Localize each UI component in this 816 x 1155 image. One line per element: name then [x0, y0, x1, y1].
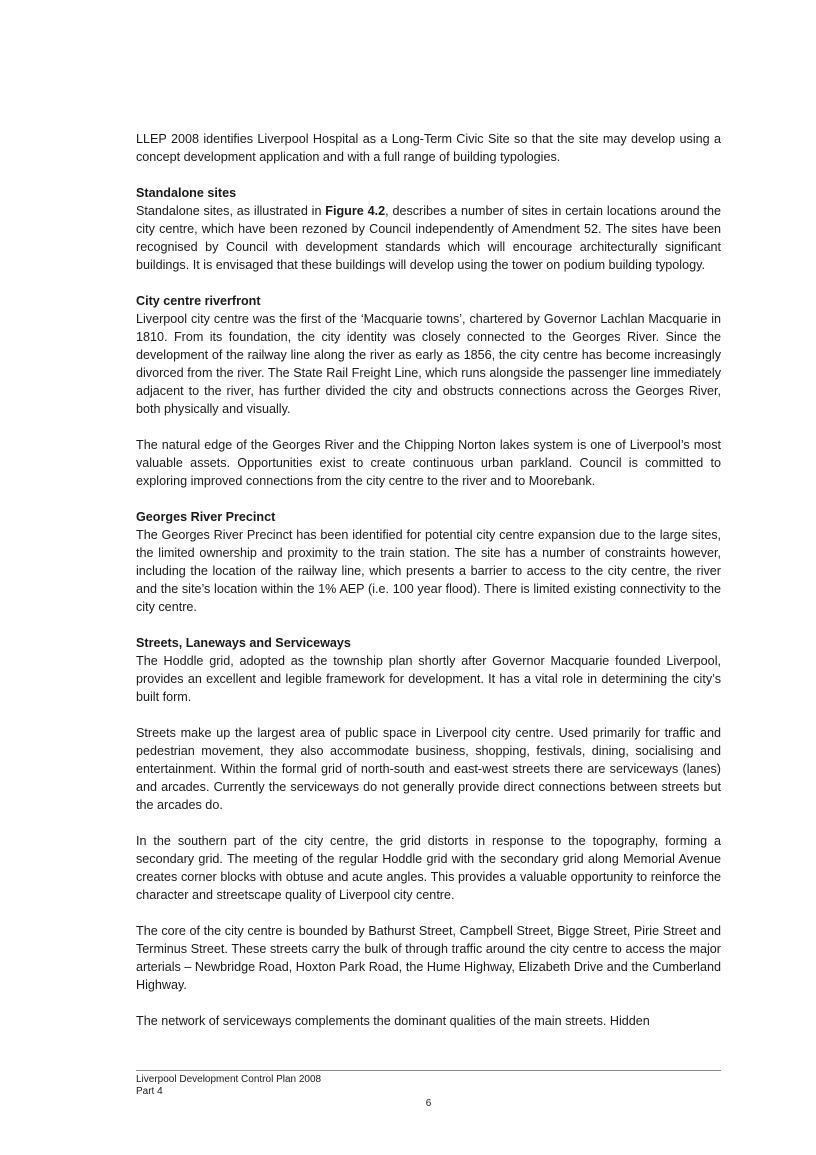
- section-heading: Georges River Precinct: [136, 510, 276, 524]
- section-heading: City centre riverfront: [136, 294, 261, 308]
- section-paragraph: The Hoddle grid, adopted as the township plan shortly after Governor Macquarie founded Liverpool, provides an excellent and legible framework for development. It has a vital role in determining the city’s built form.: [136, 654, 721, 704]
- page-footer: [136, 1074, 721, 1098]
- text-run: Standalone sites, as illustrated in: [136, 204, 326, 218]
- figure-reference: Figure 4.2: [325, 204, 386, 218]
- section-paragraph: The natural edge of the Georges River and the Chipping Norton lakes system is one of Liverpool’s most valuable assets. Opportunities exist to create continuous urban parkland. Council is committed to exploring improved connections from the city centre to the river and to Moorebank.: [136, 438, 721, 488]
- document-body: [136, 130, 721, 1048]
- section-paragraph: The core of the city centre is bounded by Bathurst Street, Campbell Street, Bigge Street, Pirie Street and Terminus Street. These streets carry the bulk of through traffic around the city centre to access the major arterials – Newbridge Road, Hoxton Park Road, the Hume Highway, Elizabeth Drive and the Cumberland Highway.: [136, 924, 721, 992]
- section-heading: Streets, Laneways and Serviceways: [136, 636, 351, 650]
- section-paragraph: Liverpool city centre was the first of the ‘Macquarie towns’, chartered by Governor Lachlan Macquarie in 1810. From its foundation, the city identity was closely connected to the Georges River. Since the development of the railway line along the river as early as 1856, the city centre has become increasingly divorced from the river. The State Rail Freight Line, which runs alongside the passenger line immediately adjacent to the river, has further divided the city and obstructs connections across the Georges River, both physically and visually.: [136, 312, 721, 416]
- intro-paragraph: LLEP 2008 identifies Liverpool Hospital as a Long-Term Civic Site so that the site may develop using a concept development application and with a full range of building typologies.: [136, 132, 721, 164]
- section-paragraph: [136, 202, 721, 274]
- section-paragraph: The Georges River Precinct has been identified for potential city centre expansion due to the large sites, the limited ownership and proximity to the train station. The site has a number of constraints however, including the location of the railway line, which presents a barrier to access to the city centre, the river and the site’s location within the 1% AEP (i.e. 100 year flood). There is limited existing connectivity to the city centre.: [136, 528, 721, 614]
- section-heading: Standalone sites: [136, 186, 237, 200]
- section-standalone-sites: [136, 184, 721, 274]
- footer-part-label: Part 4: [136, 1086, 163, 1097]
- section-streets-laneways: [136, 634, 721, 1030]
- section-georges-river-precinct: [136, 508, 721, 616]
- text-run: , describes a number of sites in certain locations around the city centre, which have been rezoned by Council independently of Amendment 52. The sites have been recognised by Council with development standards which will encourage architecturally significant buildings. It is envisaged that these buildings will develop using the tower on podium building typology.: [136, 204, 721, 272]
- page-number: 6: [425, 1098, 432, 1109]
- section-paragraph: The network of serviceways complements the dominant qualities of the main streets. Hidden: [136, 1014, 650, 1028]
- footer-document-title: Liverpool Development Control Plan 2008: [136, 1074, 322, 1085]
- section-paragraph: Streets make up the largest area of public space in Liverpool city centre. Used primarily for traffic and pedestrian movement, they also accommodate business, shopping, festivals, dining, socialising and entertainment. Within the formal grid of north-south and east-west streets there are serviceways (lanes) and arcades. Currently the serviceways do not generally provide direct connections between streets but the arcades do.: [136, 726, 721, 812]
- section-paragraph: In the southern part of the city centre, the grid distorts in response to the topography, forming a secondary grid. The meeting of the regular Hoddle grid with the secondary grid along Memorial Avenue creates corner blocks with obtuse and acute angles. This provides a valuable opportunity to reinforce the character and streetscape quality of Liverpool city centre.: [136, 834, 721, 902]
- section-city-centre-riverfront: [136, 292, 721, 490]
- footer-divider: [136, 1070, 721, 1071]
